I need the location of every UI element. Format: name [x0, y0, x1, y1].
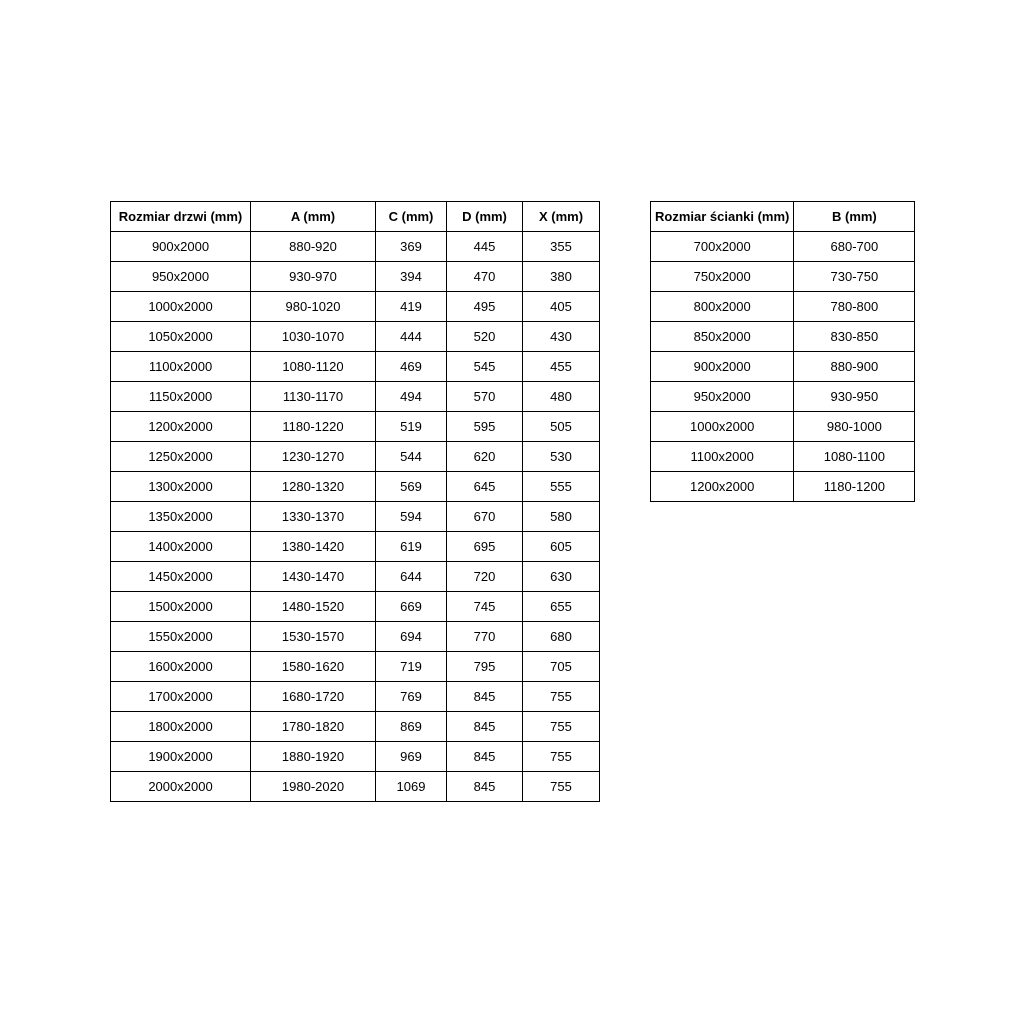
table-cell: 980-1000 [794, 412, 915, 442]
table-row [111, 322, 600, 352]
table-cell: 669 [376, 592, 447, 622]
table-row [111, 532, 600, 562]
table-cell: 1200x2000 [651, 472, 794, 502]
table-cell: 869 [376, 712, 447, 742]
table-row [651, 322, 915, 352]
table-row [111, 622, 600, 652]
table-row [651, 442, 915, 472]
table-cell: 800x2000 [651, 292, 794, 322]
table-cell: 1200x2000 [111, 412, 251, 442]
table-cell: 569 [376, 472, 447, 502]
table-cell: 1330-1370 [251, 502, 376, 532]
table-row [111, 472, 600, 502]
table-cell: 845 [447, 742, 523, 772]
table-header-cell: C (mm) [376, 202, 447, 232]
table-cell: 845 [447, 712, 523, 742]
table-cell: 1450x2000 [111, 562, 251, 592]
table-cell: 1280-1320 [251, 472, 376, 502]
table-cell: 1100x2000 [111, 352, 251, 382]
table-cell: 900x2000 [111, 232, 251, 262]
table-row [651, 232, 915, 262]
table-header-cell: Rozmiar ścianki (mm) [651, 202, 794, 232]
table-cell: 595 [447, 412, 523, 442]
table-cell: 495 [447, 292, 523, 322]
table-cell: 694 [376, 622, 447, 652]
table-cell: 1550x2000 [111, 622, 251, 652]
table-row [111, 682, 600, 712]
table-cell: 795 [447, 652, 523, 682]
table-cell: 705 [523, 652, 600, 682]
table-cell: 544 [376, 442, 447, 472]
table-row [651, 412, 915, 442]
table-cell: 1880-1920 [251, 742, 376, 772]
table-row [111, 712, 600, 742]
table-cell: 680-700 [794, 232, 915, 262]
table-cell: 455 [523, 352, 600, 382]
table-row [111, 562, 600, 592]
table-cell: 445 [447, 232, 523, 262]
table-cell: 1480-1520 [251, 592, 376, 622]
table-header-cell: B (mm) [794, 202, 915, 232]
table-cell: 594 [376, 502, 447, 532]
table-cell: 745 [447, 592, 523, 622]
table-cell: 969 [376, 742, 447, 772]
table-row [111, 262, 600, 292]
table-row [111, 592, 600, 622]
table-cell: 730-750 [794, 262, 915, 292]
table-cell: 1180-1200 [794, 472, 915, 502]
table-cell: 1680-1720 [251, 682, 376, 712]
table-cell: 555 [523, 472, 600, 502]
table-cell: 769 [376, 682, 447, 712]
table-row [111, 502, 600, 532]
table-cell: 1350x2000 [111, 502, 251, 532]
table-cell: 755 [523, 712, 600, 742]
table-cell: 655 [523, 592, 600, 622]
table-cell: 519 [376, 412, 447, 442]
table-row [651, 352, 915, 382]
table-cell: 755 [523, 682, 600, 712]
table-cell: 1300x2000 [111, 472, 251, 502]
table-cell: 1580-1620 [251, 652, 376, 682]
table-cell: 1100x2000 [651, 442, 794, 472]
table-cell: 545 [447, 352, 523, 382]
table-cell: 1980-2020 [251, 772, 376, 802]
table-cell: 1780-1820 [251, 712, 376, 742]
table-cell: 1900x2000 [111, 742, 251, 772]
table-cell: 1050x2000 [111, 322, 251, 352]
table-cell: 695 [447, 532, 523, 562]
table-cell: 369 [376, 232, 447, 262]
table-cell: 645 [447, 472, 523, 502]
table-cell: 845 [447, 682, 523, 712]
table-cell: 830-850 [794, 322, 915, 352]
table-header-row [111, 202, 600, 232]
table-row [651, 262, 915, 292]
table-cell: 950x2000 [111, 262, 251, 292]
table-row [111, 442, 600, 472]
wall-sizes-table [650, 201, 915, 502]
table-cell: 1150x2000 [111, 382, 251, 412]
table-cell: 405 [523, 292, 600, 322]
table-cell: 1700x2000 [111, 682, 251, 712]
table-row [111, 742, 600, 772]
table-cell: 470 [447, 262, 523, 292]
table-cell: 719 [376, 652, 447, 682]
table-cell: 1250x2000 [111, 442, 251, 472]
table-cell: 780-800 [794, 292, 915, 322]
table-cell: 720 [447, 562, 523, 592]
table-cell: 1600x2000 [111, 652, 251, 682]
table-header-cell: X (mm) [523, 202, 600, 232]
table-cell: 530 [523, 442, 600, 472]
table-cell: 1069 [376, 772, 447, 802]
table-cell: 2000x2000 [111, 772, 251, 802]
table-cell: 680 [523, 622, 600, 652]
table-cell: 1130-1170 [251, 382, 376, 412]
table-cell: 1080-1120 [251, 352, 376, 382]
table-cell: 394 [376, 262, 447, 292]
table-cell: 1400x2000 [111, 532, 251, 562]
table-row [111, 352, 600, 382]
table-cell: 930-950 [794, 382, 915, 412]
table-header-cell: A (mm) [251, 202, 376, 232]
table-cell: 900x2000 [651, 352, 794, 382]
table-row [651, 382, 915, 412]
table-cell: 480 [523, 382, 600, 412]
table-cell: 670 [447, 502, 523, 532]
table-cell: 505 [523, 412, 600, 442]
table-cell: 469 [376, 352, 447, 382]
table-cell: 950x2000 [651, 382, 794, 412]
table-cell: 1530-1570 [251, 622, 376, 652]
table-header-row [651, 202, 915, 232]
table-cell: 1000x2000 [111, 292, 251, 322]
table-cell: 419 [376, 292, 447, 322]
table-cell: 750x2000 [651, 262, 794, 292]
table-cell: 755 [523, 742, 600, 772]
table-header-cell: D (mm) [447, 202, 523, 232]
table-cell: 1080-1100 [794, 442, 915, 472]
table-cell: 880-900 [794, 352, 915, 382]
table-cell: 850x2000 [651, 322, 794, 352]
table-cell: 1000x2000 [651, 412, 794, 442]
table-row [111, 652, 600, 682]
table-cell: 580 [523, 502, 600, 532]
table-cell: 630 [523, 562, 600, 592]
table-row [111, 382, 600, 412]
table-cell: 1430-1470 [251, 562, 376, 592]
table-cell: 644 [376, 562, 447, 592]
table-cell: 570 [447, 382, 523, 412]
table-cell: 355 [523, 232, 600, 262]
table-row [651, 292, 915, 322]
table-row [111, 412, 600, 442]
table-row [111, 772, 600, 802]
table-cell: 620 [447, 442, 523, 472]
table-cell: 444 [376, 322, 447, 352]
table-cell: 980-1020 [251, 292, 376, 322]
table-row [651, 472, 915, 502]
door-sizes-table [110, 201, 600, 802]
table-row [111, 292, 600, 322]
table-cell: 930-970 [251, 262, 376, 292]
table-cell: 494 [376, 382, 447, 412]
table-cell: 605 [523, 532, 600, 562]
table-cell: 700x2000 [651, 232, 794, 262]
table-cell: 880-920 [251, 232, 376, 262]
table-cell: 755 [523, 772, 600, 802]
table-cell: 1230-1270 [251, 442, 376, 472]
table-cell: 1500x2000 [111, 592, 251, 622]
table-cell: 380 [523, 262, 600, 292]
table-cell: 520 [447, 322, 523, 352]
table-cell: 1380-1420 [251, 532, 376, 562]
table-cell: 845 [447, 772, 523, 802]
table-cell: 1800x2000 [111, 712, 251, 742]
table-header-cell: Rozmiar drzwi (mm) [111, 202, 251, 232]
table-cell: 1030-1070 [251, 322, 376, 352]
table-cell: 770 [447, 622, 523, 652]
table-row [111, 232, 600, 262]
table-cell: 619 [376, 532, 447, 562]
table-cell: 430 [523, 322, 600, 352]
table-cell: 1180-1220 [251, 412, 376, 442]
